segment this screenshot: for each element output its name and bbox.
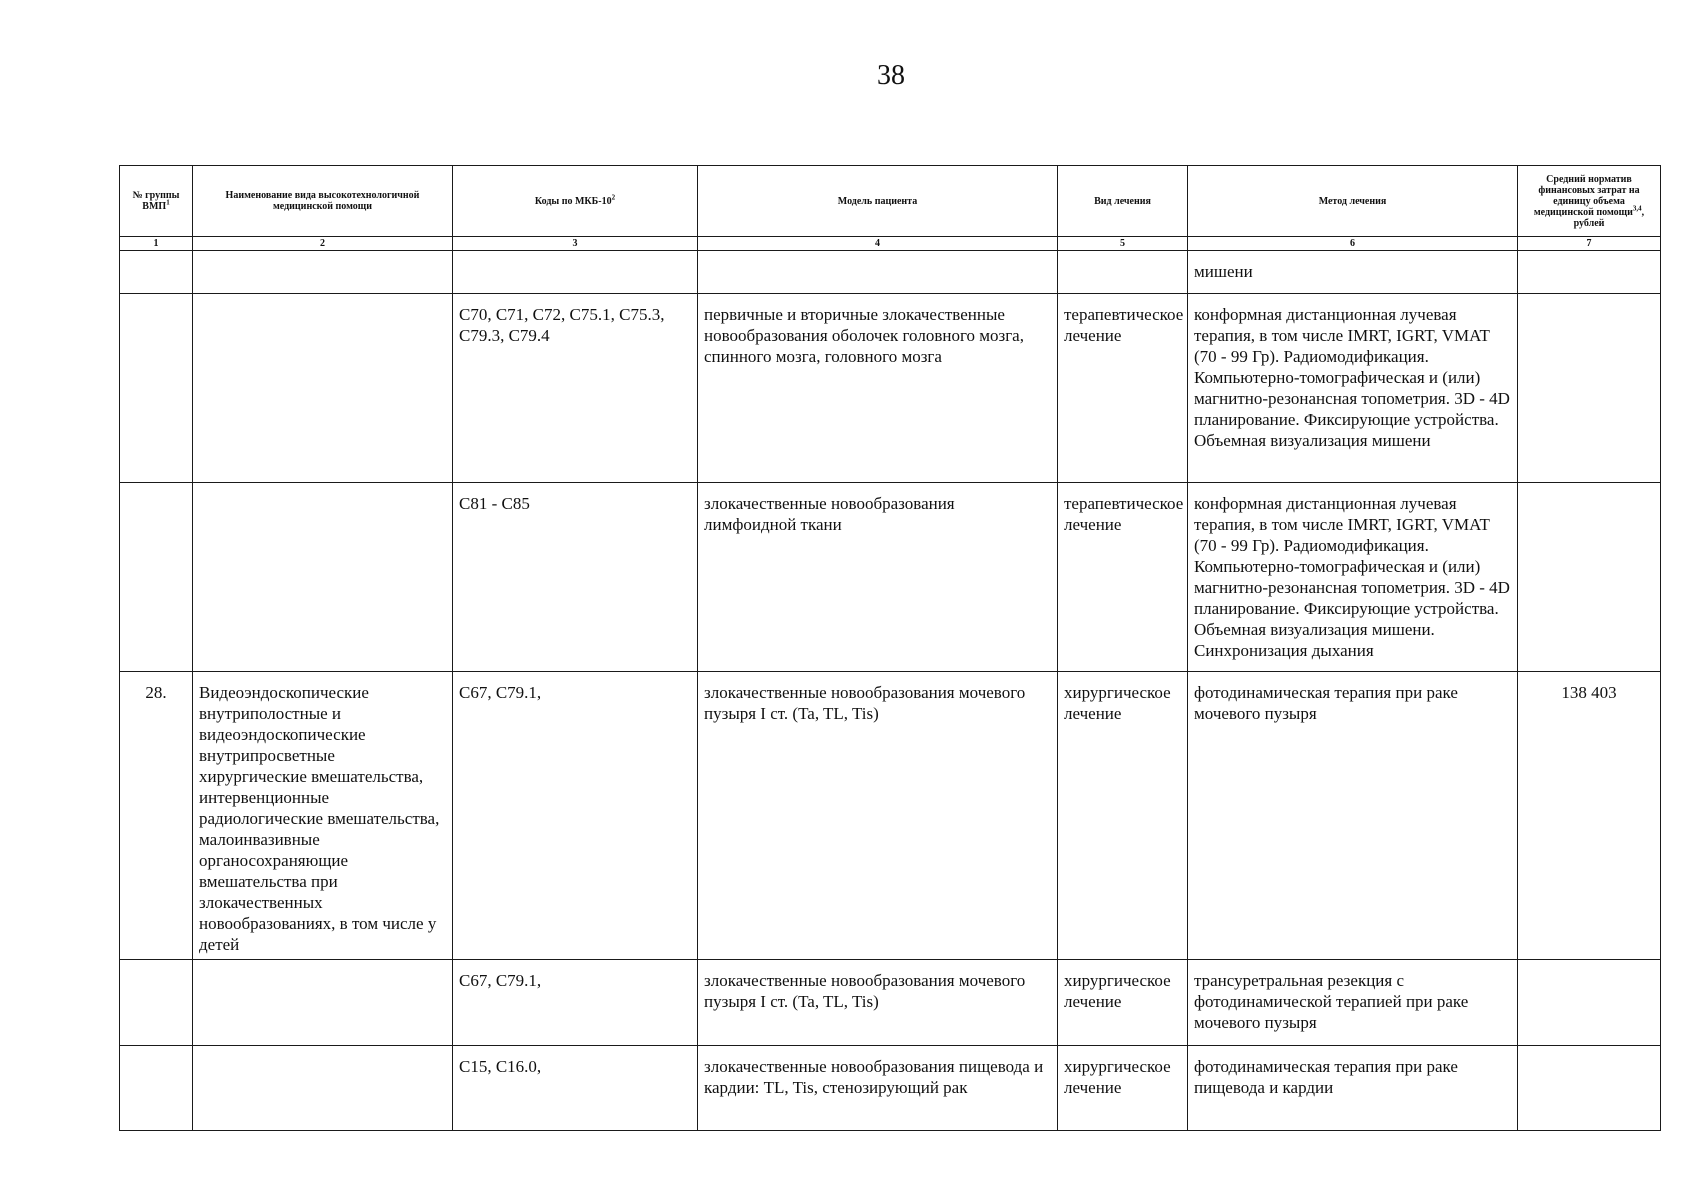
table-row (120, 251, 1661, 294)
cell-treatment-method: фотодинамическая терапия при раке пищевода и кардии (1188, 1046, 1518, 1131)
header-group-number: № группы ВМП$^1$ (120, 166, 193, 237)
cell-care-type-name (193, 960, 453, 1046)
header-treatment-method: Метод лечения (1188, 166, 1518, 237)
cell-patient-model: злокачественные новообразования мочевого пузыря I ст. (Ta, TL, Tis) (698, 960, 1058, 1046)
column-number: 4 (698, 237, 1058, 251)
header-icd-codes: Коды по МКБ-$10^2$ (453, 166, 698, 237)
cell-icd-codes: C15, C16.0, (453, 1046, 698, 1131)
cell-group-number (120, 1046, 193, 1131)
table-row (120, 1046, 1661, 1131)
table-header-row (120, 166, 1661, 237)
page-number: 38 (877, 60, 905, 91)
cell-average-cost (1518, 1046, 1661, 1131)
cell-treatment-type: хирургическое лечение (1058, 960, 1188, 1046)
cell-group-number (120, 294, 193, 483)
cell-care-type-name (193, 483, 453, 672)
cell-care-type-name (193, 1046, 453, 1131)
cell-group-number (120, 960, 193, 1046)
cell-group-number (120, 483, 193, 672)
cell-icd-codes: C67, C79.1, (453, 672, 698, 960)
cell-average-cost (1518, 483, 1661, 672)
cell-average-cost (1518, 960, 1661, 1046)
cell-average-cost (1518, 294, 1661, 483)
cell-treatment-type: терапевтическое лечение (1058, 294, 1188, 483)
column-number: 2 (193, 237, 453, 251)
header-treatment-type: Вид лечения (1058, 166, 1188, 237)
column-number: 3 (453, 237, 698, 251)
cell-group-number: 28. (120, 672, 193, 960)
cell-patient-model (698, 251, 1058, 294)
cell-icd-codes: C67, C79.1, (453, 960, 698, 1046)
table-row (120, 483, 1661, 672)
cell-average-cost: 138 403 (1518, 672, 1661, 960)
table-row (120, 294, 1661, 483)
cell-care-type-name: Видеоэндоскопические внутриполостные и видеоэндоскопические внутрипросветные хирургические вмешательства, интервенционные радиологические вмешательства, малоинвазивные органосохраняющие вмешательства при злокачественных новообразованиях, в том числе у детей (193, 672, 453, 960)
cell-patient-model: злокачественные новообразования лимфоидной ткани (698, 483, 1058, 672)
table-row (120, 672, 1661, 960)
cell-treatment-method: конформная дистанционная лучевая терапия, в том числе IMRT, IGRT, VMAT (70 - 99 Гр). Радиомодификация. Компьютерно-томографическая и (или) магнитно-резонансная топометрия. 3D - 4D планирование. Фиксирующие устройства. Объемная визуализация мишени. Синхронизация дыхания (1188, 483, 1518, 672)
header-average-cost: Средний норматив финансовых затрат на единицу объема медицинской помощи$^{3,4}$, рублей (1518, 166, 1661, 237)
column-number-row (120, 237, 1661, 251)
cell-group-number (120, 251, 193, 294)
cell-care-type-name (193, 294, 453, 483)
cell-treatment-method: фотодинамическая терапия при раке мочевого пузыря (1188, 672, 1518, 960)
cell-treatment-type: терапевтическое лечение (1058, 483, 1188, 672)
cell-patient-model: злокачественные новообразования мочевого пузыря I ст. (Ta, TL, Tis) (698, 672, 1058, 960)
cell-icd-codes: C81 - C85 (453, 483, 698, 672)
column-number: 7 (1518, 237, 1661, 251)
cell-treatment-method: конформная дистанционная лучевая терапия, в том числе IMRT, IGRT, VMAT (70 - 99 Гр). Радиомодификация. Компьютерно-томографическая и (или) магнитно-резонансная топометрия. 3D - 4D планирование. Фиксирующие устройства. Объемная визуализация мишени (1188, 294, 1518, 483)
cell-treatment-type: хирургическое лечение (1058, 1046, 1188, 1131)
cell-treatment-method: мишени (1188, 251, 1518, 294)
table-row (120, 960, 1661, 1046)
cell-average-cost (1518, 251, 1661, 294)
cell-icd-codes: C70, C71, C72, C75.1, C75.3, C79.3, C79.4 (453, 294, 698, 483)
cell-icd-codes (453, 251, 698, 294)
column-number: 5 (1058, 237, 1188, 251)
vmp-table (119, 165, 1661, 1131)
cell-care-type-name (193, 251, 453, 294)
cell-treatment-method: трансуретральная резекция с фотодинамической терапией при раке мочевого пузыря (1188, 960, 1518, 1046)
column-number: 6 (1188, 237, 1518, 251)
cell-treatment-type: хирургическое лечение (1058, 672, 1188, 960)
header-patient-model: Модель пациента (698, 166, 1058, 237)
cell-patient-model: первичные и вторичные злокачественные новообразования оболочек головного мозга, спинного мозга, головного мозга (698, 294, 1058, 483)
cell-treatment-type (1058, 251, 1188, 294)
column-number: 1 (120, 237, 193, 251)
cell-patient-model: злокачественные новообразования пищевода и кардии: TL, Tis, стенозирующий рак (698, 1046, 1058, 1131)
header-care-type-name: Наименование вида высокотехнологичной медицинской помощи (193, 166, 453, 237)
